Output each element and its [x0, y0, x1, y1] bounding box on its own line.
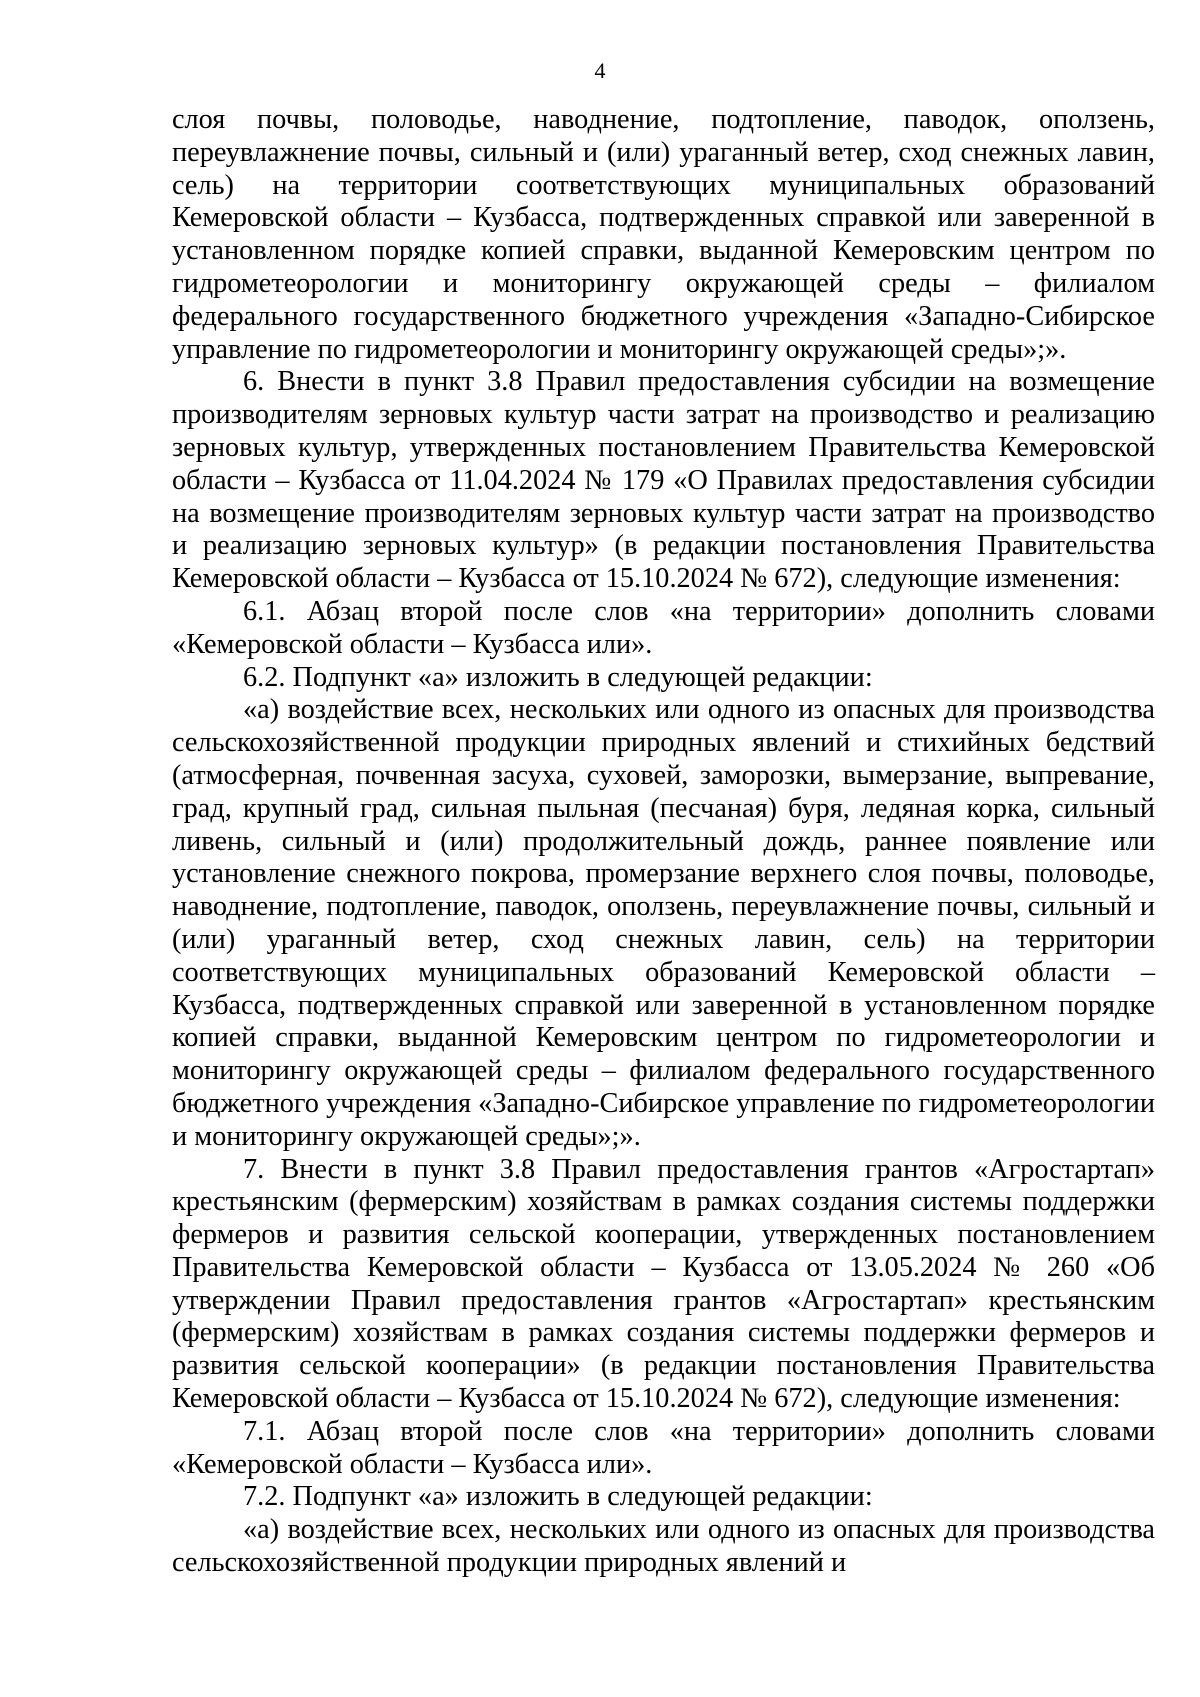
paragraph-item-7-2-a: «а) воздействие всех, нескольких или одного из опасных для производства сельскохозяйственной продукции природных явлений и	[172, 1514, 1155, 1579]
paragraph-continuation: слоя почвы, половодье, наводнение, подтопление, паводок, оползень, переувлажнение почвы, сильный и (или) ураганный ветер, сход снежных лавин, сель) на территории соответствующих муниципальных образований Кемеровской области – Кузбасса, подтвержденных справкой или заверенной в установленном порядке копией справки, выданной Кемеровским центром по гидрометеорологии и мониторингу окружающей среды – филиалом федерального государственного бюджетного учреждения «Западно-Сибирское управление по гидрометеорологии и мониторингу окружающей среды»;».	[172, 104, 1155, 365]
paragraph-item-7-2: 7.2. Подпункт «а» изложить в следующей редакции:	[243, 1481, 873, 1513]
paragraph-item-6-1: 6.1. Абзац второй после слов «на территории» дополнить словами «Кемеровской области – Кузбасса или».	[172, 595, 1155, 660]
paragraph-item-6: 6. Внести в пункт 3.8 Правил предоставления субсидии на возмещение производителям зерновых культур части затрат на производство и реализацию зерновых культур, утвержденных постановлением Правительства Кемеровской области – Кузбасса от 11.04.2024 № 179 «О Правилах предоставления субсидии на возмещение производителям зерновых культур части затрат на производство и реализацию зерновых культур» (в редакции постановления Правительства Кемеровской области – Кузбасса от 15.10.2024 № 672), следующие изменения:	[172, 366, 1155, 595]
paragraph-item-6-2-a: «а) воздействие всех, нескольких или одного из опасных для производства сельскохозяйственной продукции природных явлений и стихийных бедствий (атмосферная, почвенная засуха, суховей, заморозки, вымерзание, выпревание, град, крупный град, сильная пыльная (песчаная) буря, ледяная корка, сильный ливень, сильный и (или) продолжительный дождь, раннее появление или установление снежного покрова, промерзание верхнего слоя почвы, половодье, наводнение, подтопление, паводок, оползень, переувлажнение почвы, сильный и (или) ураганный ветер, сход снежных лавин, сель) на территории соответствующих муниципальных образований Кемеровской области – Кузбасса, подтвержденных справкой или заверенной в установленном порядке копией справки, выданной Кемеровским центром по гидрометеорологии и мониторингу окружающей среды – филиалом федерального государственного бюджетного учреждения «Западно-Сибирское управление по гидрометеорологии и мониторингу окружающей среды»;».	[172, 694, 1155, 1152]
document-body	[172, 104, 1155, 1580]
paragraph-item-7-1: 7.1. Абзац второй после слов «на территории» дополнить словами «Кемеровской области – Кузбасса или».	[172, 1415, 1155, 1480]
paragraph-item-6-2: 6.2. Подпункт «а» изложить в следующей редакции:	[243, 661, 873, 693]
page-number: 4	[594, 58, 606, 83]
paragraph-item-7: 7. Внести в пункт 3.8 Правил предоставления грантов «Агростартап» крестьянским (фермерским) хозяйствам в рамках создания системы поддержки фермеров и развития сельской кооперации, утвержденных постановлением Правительства Кемеровской области – Кузбасса от 13.05.2024 № 260 «Об утверждении Правил предоставления грантов «Агростартап» крестьянским (фермерским) хозяйствам в рамках создания системы поддержки фермеров и развития сельской кооперации» (в редакции постановления Правительства Кемеровской области – Кузбасса от 15.10.2024 № 672), следующие изменения:	[172, 1153, 1155, 1415]
